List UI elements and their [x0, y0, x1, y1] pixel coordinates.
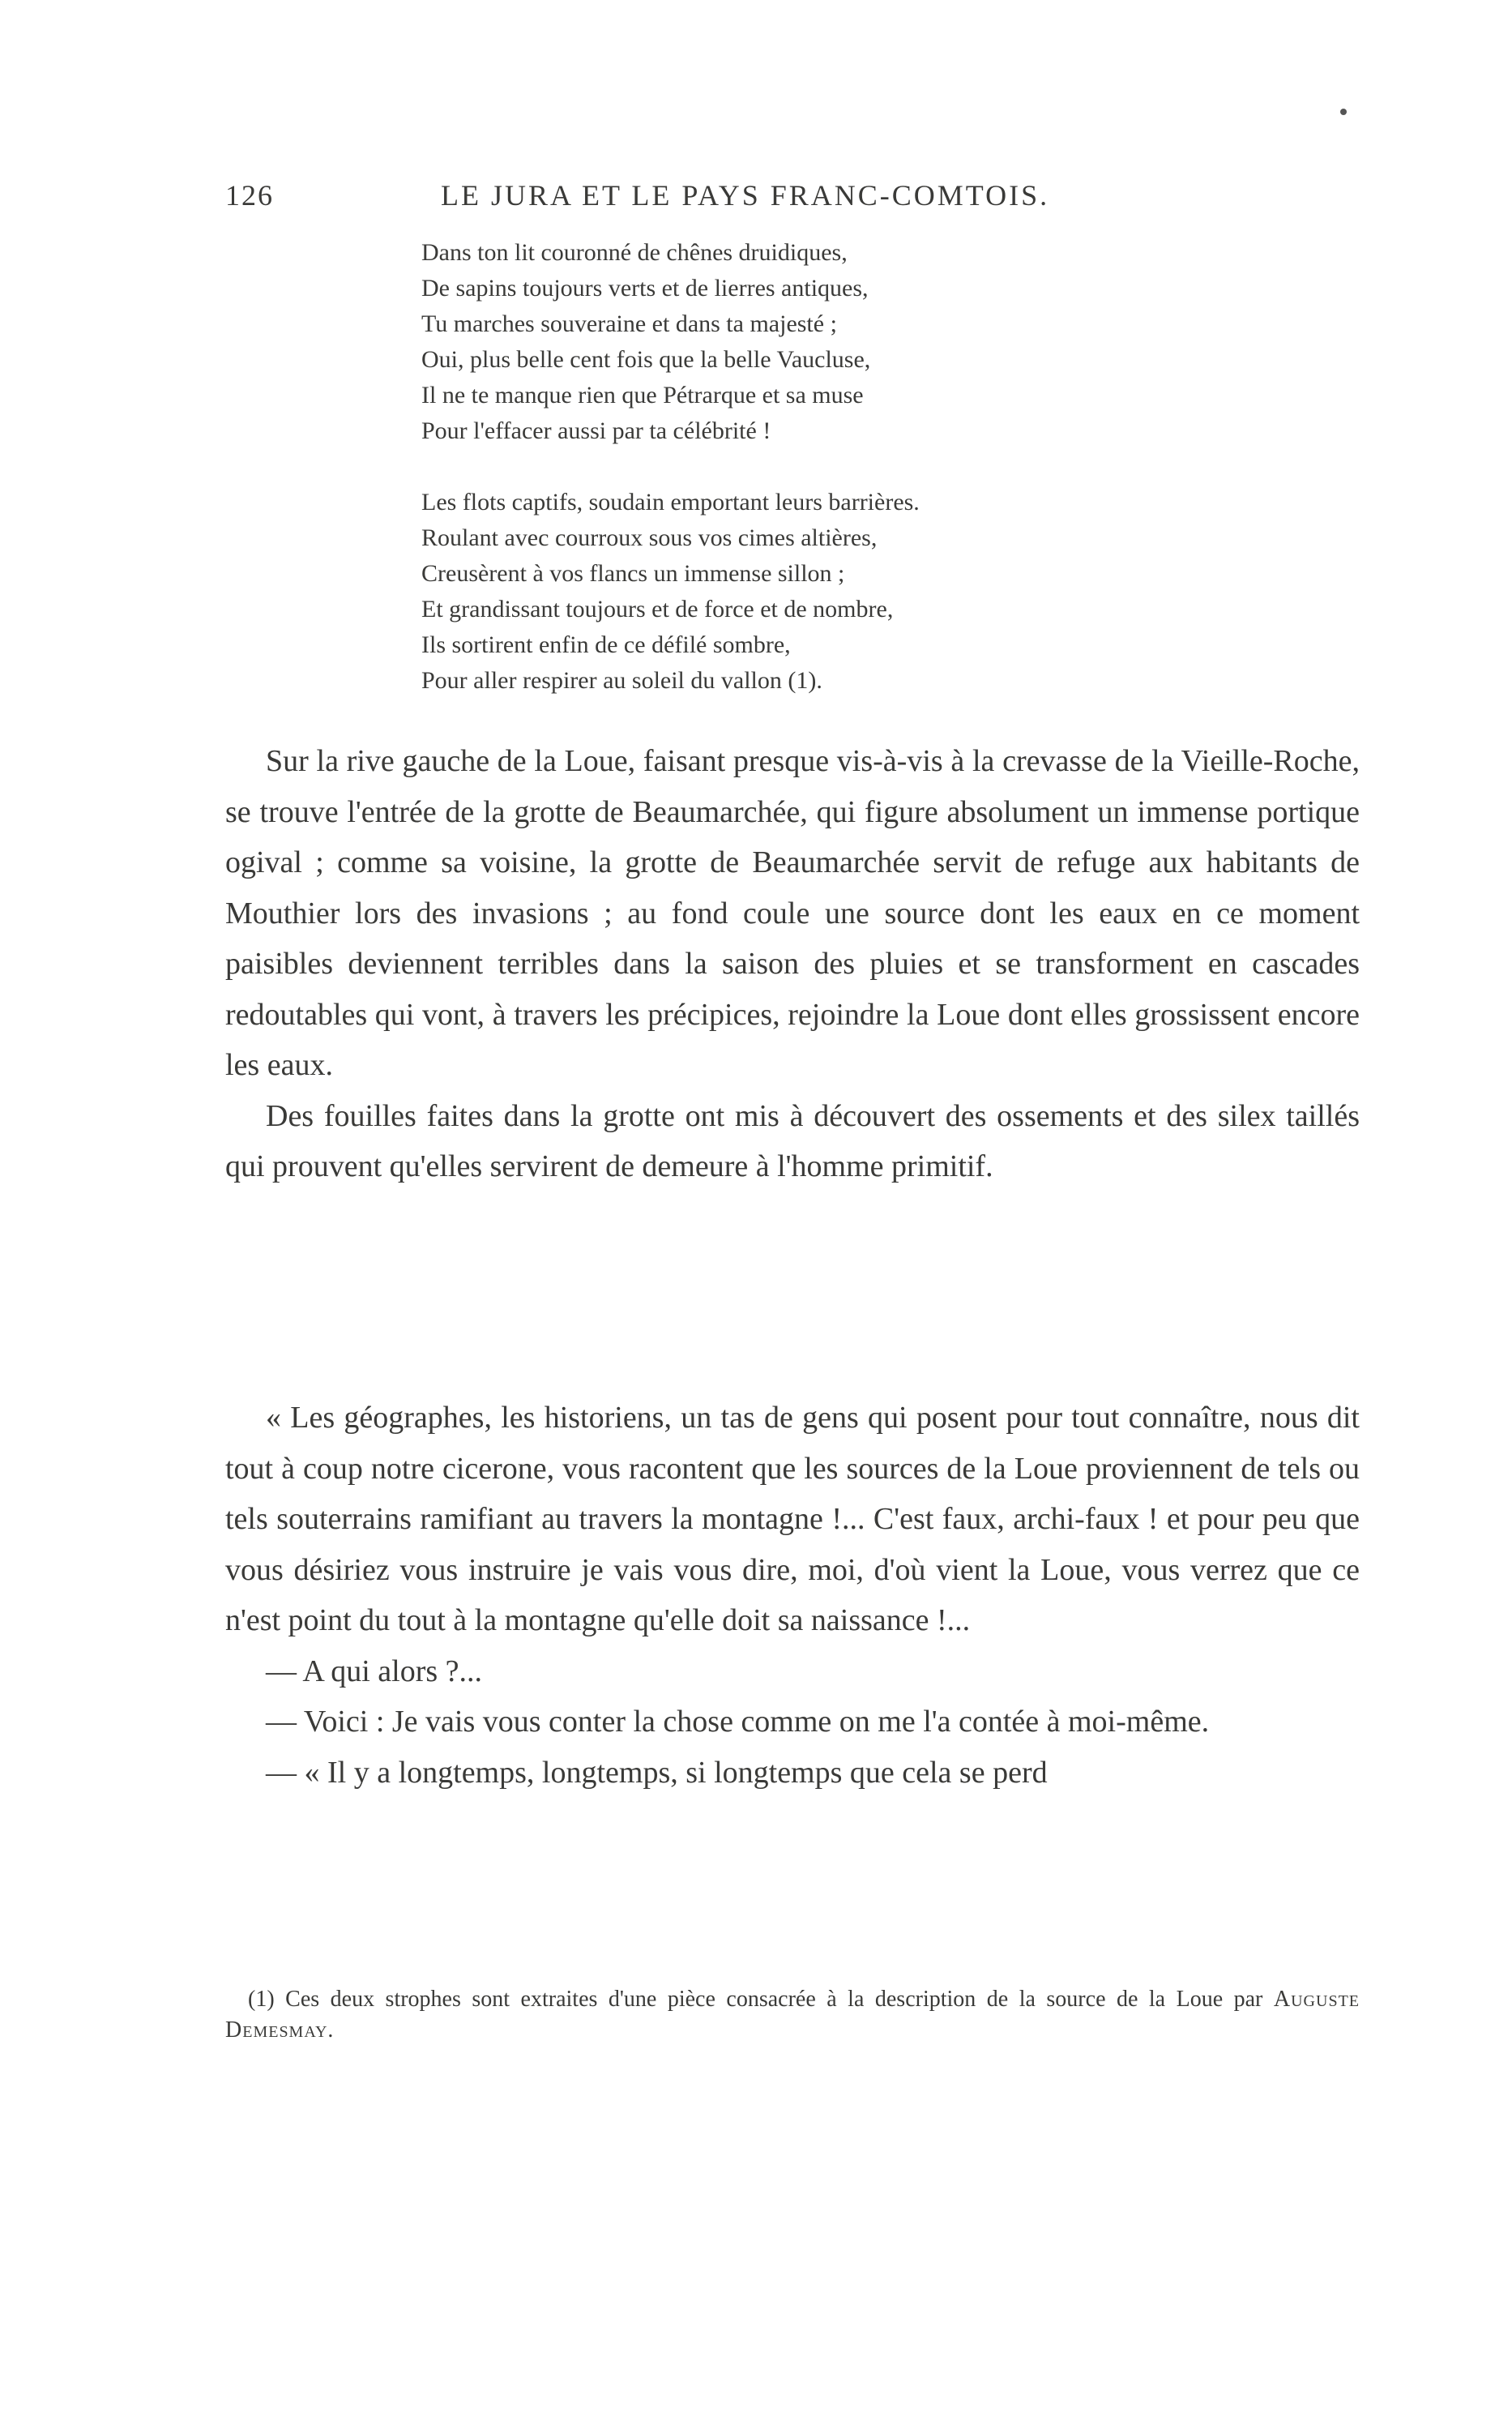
paragraph-dialogue-1: — A qui alors ?... — [266, 1654, 483, 1688]
body-text-lower — [225, 1393, 1360, 1798]
paragraph-dialogue-3: — « Il y a longtemps, longtemps, si longtemps que cela se perd — [266, 1755, 1048, 1790]
poem-line: Il ne te manque rien que Pétrarque et sa muse — [421, 382, 864, 409]
poem-line: Tu marches souveraine et dans ta majesté ; — [421, 310, 837, 337]
paragraph-dialogue-2: — Voici : Je vais vous conter la chose comme on me l'a contée à moi-même. — [266, 1705, 1210, 1739]
page-header — [225, 178, 1173, 219]
poem-stanza-2 — [421, 485, 1167, 699]
poem-line: De sapins toujours verts et de lierres antiques, — [421, 275, 869, 302]
running-title: LE JURA ET LE PAYS FRANC-COMTOIS. — [441, 179, 1050, 212]
printed-speck — [1340, 109, 1347, 115]
poem-line: Ils sortirent enfin de ce défilé sombre, — [421, 631, 791, 658]
page-number: 126 — [225, 179, 274, 212]
poem-line: Oui, plus belle cent fois que la belle Vaucluse, — [421, 346, 871, 373]
poem-line: Et grandissant toujours et de force et de nombre, — [421, 596, 894, 622]
poem-line: Pour aller respirer au soleil du vallon (1). — [421, 667, 822, 694]
paragraph-fouilles: Des fouilles faites dans la grotte ont mis à découvert des ossements et des silex taillés qui prouvent qu'elles servirent de demeure à l'homme primitif. — [225, 1098, 1360, 1183]
footnote-author: Auguste Demesmay. — [225, 1987, 1360, 2043]
poem-line: Dans ton lit couronné de chênes druidiques, — [421, 239, 848, 266]
footnote — [225, 1984, 1360, 2046]
paragraph-grotte-beaumarchee: Sur la rive gauche de la Loue, faisant presque vis-à-vis à la crevasse de la Vieille-Roche, se trouve l'entrée de la grotte de Beaumarchée, qui figure absolument un immense portique ogival ; comme sa voisine, la grotte de Beaumarchée servit de refuge aux habitants de Mouthier lors des invasions ; au fond coule une source dont les eaux en ce moment paisibles deviennent terribles dans la saison des pluies et se transforment en cascades redoutables qui vont, à travers les précipices, rejoindre la Loue dont elles grossissent encore les eaux. — [225, 744, 1360, 1082]
poem-line: Roulant avec courroux sous vos cimes altières, — [421, 524, 878, 551]
paragraph-cicerone: « Les géographes, les historiens, un tas de gens qui posent pour tout connaître, nous dit tout à coup notre cicerone, vous racontent que les sources de la Loue proviennent de tels ou tels souterrains ramifiant au travers la montagne !... C'est faux, archi-faux ! et pour peu que vous désiriez vous instruire je vais vous dire, moi, d'où vient la Loue, vous verrez que ce n'est point du tout à la montagne qu'elle doit sa naissance !... — [225, 1401, 1360, 1637]
poem-line: Les flots captifs, soudain emportant leurs barrières. — [421, 489, 920, 516]
poem-line: Creusèrent à vos flancs un immense sillon ; — [421, 560, 845, 587]
body-text-upper — [225, 736, 1360, 1192]
footnote-text: (1) Ces deux strophes sont extraites d'une pièce consacrée à la description de la source de la Loue par — [248, 1987, 1263, 2012]
poem-stanza-1 — [421, 235, 1167, 449]
poem-line: Pour l'effacer aussi par ta célébrité ! — [421, 417, 771, 444]
